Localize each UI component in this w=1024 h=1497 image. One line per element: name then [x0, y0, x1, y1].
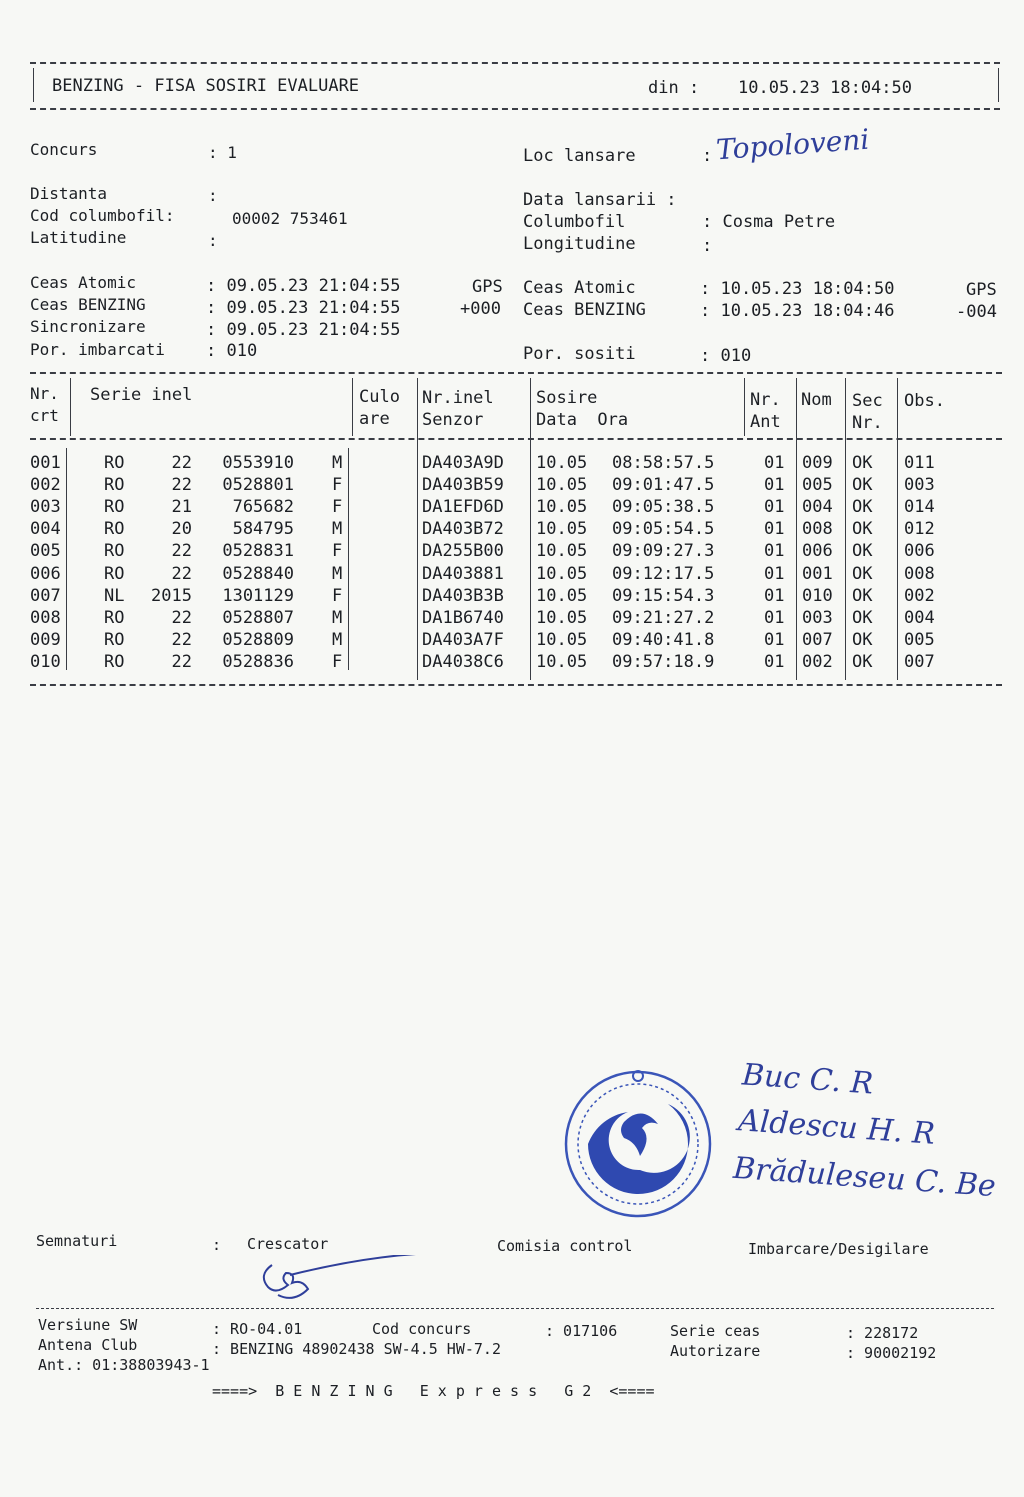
th-sec-1: Sec: [852, 391, 883, 411]
cell-date: 10.05: [536, 475, 588, 496]
cell-nom: 010: [802, 585, 833, 606]
table-row: [0, 540, 1000, 562]
cell-time: 09:09:27.3: [612, 541, 715, 562]
col-divider-sosire: [744, 378, 745, 436]
clock-right-label-0: Ceas Atomic: [523, 278, 636, 298]
cell-country: RO: [104, 475, 125, 496]
table-row: [0, 629, 1000, 651]
cell-date: 10.05: [536, 497, 588, 518]
cell-sex: F: [332, 475, 343, 496]
th-ant-2: Ant: [750, 412, 781, 432]
table-top-rule: [30, 372, 1002, 374]
serie-ceas-value: : 228172: [846, 1324, 919, 1342]
table-row: [0, 585, 1000, 607]
cell-sex: F: [332, 585, 343, 606]
table-row: [0, 496, 1000, 518]
distanta-sep: :: [208, 186, 218, 205]
cell-time: 08:58:57.5: [612, 453, 715, 473]
cell-country: RO: [104, 607, 125, 628]
cell-country: RO: [104, 453, 125, 473]
cell-country: RO: [104, 519, 125, 540]
cell-year: 2015: [151, 585, 192, 606]
cell-ant: 01: [764, 629, 785, 650]
clock-right-suffix-1: -004: [956, 302, 997, 322]
signature-committee-1: Buc C. R: [740, 1057, 875, 1102]
serie-ceas-label: Serie ceas: [670, 1322, 761, 1340]
cell-ring: 0528801: [222, 475, 294, 496]
cell-ant: 01: [764, 475, 785, 496]
cell-sensor: DA403B72: [422, 519, 504, 540]
header-right-border: [998, 68, 999, 102]
cell-ring: 0553910: [222, 453, 294, 473]
cell-sec: OK: [852, 541, 873, 562]
th-inel-1: Nr.inel: [422, 388, 494, 408]
cell-sex: M: [332, 629, 343, 650]
cell-year: 22: [171, 563, 192, 584]
cell-obs: 011: [904, 453, 935, 473]
cell-sec: OK: [852, 607, 873, 628]
cell-time: 09:12:17.5: [612, 563, 715, 584]
cell-nr: 010: [30, 651, 61, 672]
semnaturi-label: Semnaturi: [36, 1232, 118, 1250]
cell-ant: 01: [764, 519, 785, 540]
cell-sensor: DA403881: [422, 563, 504, 584]
th-obs: Obs.: [904, 391, 945, 411]
comisia-label: Comisia control: [497, 1237, 633, 1255]
table-bottom-rule: [30, 684, 1002, 686]
columbofil-label: Columbofil: [523, 212, 626, 232]
concurs-label: Concurs: [30, 140, 98, 159]
cell-nom: 007: [802, 629, 833, 650]
cell-sensor: DA403A9D: [422, 453, 504, 473]
cell-sex: M: [332, 519, 343, 540]
cell-country: RO: [104, 541, 125, 562]
cell-ring: 584795: [232, 519, 294, 540]
cell-country: RO: [104, 497, 125, 518]
cell-sec: OK: [852, 519, 873, 540]
cell-year: 22: [171, 629, 192, 650]
cell-sensor: DA1EFD6D: [422, 497, 504, 518]
cell-sensor: DA403B59: [422, 475, 504, 496]
cell-nr: 007: [30, 585, 61, 606]
cell-obs: 014: [904, 497, 935, 518]
cell-country: RO: [104, 629, 125, 650]
cell-time: 09:15:54.3: [612, 585, 715, 606]
longitudine-label: Longitudine: [523, 234, 636, 254]
clock-left-value-0: : 09.05.23 21:04:55: [206, 276, 401, 296]
table-row: [0, 651, 1000, 673]
cell-obs: 012: [904, 519, 935, 540]
th-culo-1: Culo: [359, 387, 400, 407]
cell-time: 09:01:47.5: [612, 475, 715, 496]
table-header-bottom-rule: [30, 438, 1002, 440]
cell-ring: 0528836: [222, 651, 294, 672]
cell-nr: 004: [30, 519, 61, 540]
cell-sec: OK: [852, 629, 873, 650]
brand-line: ====> B E N Z I N G E x p r e s s G 2 <====: [212, 1382, 655, 1400]
clock-right-value-1: : 10.05.23 18:04:46: [700, 301, 895, 321]
cell-sensor: DA403B3B: [422, 585, 504, 606]
th-sosire-1: Sosire: [536, 388, 598, 408]
cell-time: 09:21:27.2: [612, 607, 715, 628]
cell-sec: OK: [852, 585, 873, 606]
footer-rule: [36, 1308, 994, 1309]
clock-left-label-2: Sincronizare: [30, 317, 146, 336]
cod-concurs-label: Cod concurs: [372, 1320, 472, 1338]
clock-left-label-0: Ceas Atomic: [30, 273, 136, 292]
table-row: [0, 563, 1000, 585]
data-lansarii-label: Data lansarii :: [523, 190, 677, 210]
loc-lansare-label: Loc lansare: [523, 146, 636, 166]
cell-sec: OK: [852, 453, 873, 473]
cell-ring: 1301129: [222, 585, 294, 606]
cell-obs: 004: [904, 607, 935, 628]
cod-columbofil-label: Cod columbofil:: [30, 206, 175, 225]
cell-sex: F: [332, 651, 343, 672]
cell-year: 22: [171, 541, 192, 562]
pigeon-club-stamp-icon: [558, 1062, 718, 1222]
semnaturi-sep: :: [212, 1236, 222, 1254]
cell-nom: 001: [802, 563, 833, 584]
cell-nom: 008: [802, 519, 833, 540]
cell-time: 09:05:38.5: [612, 497, 715, 518]
th-ant-1: Nr.: [750, 390, 781, 410]
table-row: [0, 474, 1000, 496]
cell-country: NL: [104, 585, 125, 606]
clock-left-suffix-0: GPS: [472, 277, 503, 297]
latitudine-label: Latitudine: [30, 228, 127, 247]
header-left-border: [33, 68, 34, 102]
cell-nr: 001: [30, 453, 61, 473]
distanta-label: Distanta: [30, 184, 108, 203]
cell-nom: 005: [802, 475, 833, 496]
signature-committee-3: Brăduleseu C. Be: [732, 1150, 997, 1205]
cell-year: 22: [171, 475, 192, 496]
cell-date: 10.05: [536, 651, 588, 672]
cell-nom: 003: [802, 607, 833, 628]
signature-committee-2: Aldescu H. R: [737, 1103, 937, 1152]
cell-nr: 006: [30, 563, 61, 584]
th-nr-1: Nr.: [30, 384, 59, 403]
cell-nr: 002: [30, 475, 61, 496]
cell-nr: 005: [30, 541, 61, 562]
clock-left-value-2: : 09.05.23 21:04:55: [206, 320, 401, 340]
columbofil-value: : Cosma Petre: [702, 212, 836, 232]
longitudine-sep: :: [702, 236, 713, 256]
cell-country: RO: [104, 651, 125, 672]
cell-year: 21: [171, 497, 192, 518]
cell-time: 09:57:18.9: [612, 651, 715, 672]
versiune-label: Versiune SW: [38, 1316, 138, 1334]
loc-lansare-sep: :: [702, 146, 713, 166]
th-culo-2: are: [359, 409, 390, 429]
table-row: [0, 607, 1000, 629]
cell-obs: 005: [904, 629, 935, 650]
cell-sex: F: [332, 541, 343, 562]
clock-right-label-1: Ceas BENZING: [523, 300, 646, 320]
breeder-signature-icon: [250, 1255, 440, 1305]
clock-left-label-1: Ceas BENZING: [30, 295, 146, 314]
cell-ring: 765682: [232, 497, 294, 518]
cell-sec: OK: [852, 497, 873, 518]
cell-sensor: DA4038C6: [422, 651, 504, 672]
cell-ant: 01: [764, 497, 785, 518]
cell-ring: 0528840: [222, 563, 294, 584]
cell-date: 10.05: [536, 585, 588, 606]
cell-date: 10.05: [536, 629, 588, 650]
clock-right-value-0: : 10.05.23 18:04:50: [700, 279, 895, 299]
header-top-rule: [30, 62, 1000, 64]
antena-label: Antena Club: [38, 1336, 138, 1354]
cell-sensor: DA403A7F: [422, 629, 504, 650]
cell-year: 20: [171, 519, 192, 540]
loc-lansare-handwritten: Topoloveni: [715, 122, 871, 167]
cell-nr: 003: [30, 497, 61, 518]
th-nom: Nom: [801, 390, 832, 410]
cell-date: 10.05: [536, 563, 588, 584]
cell-nr: 008: [30, 607, 61, 628]
cell-ant: 01: [764, 563, 785, 584]
cell-year: 22: [171, 453, 192, 473]
cell-ring: 0528809: [222, 629, 294, 650]
cell-sec: OK: [852, 475, 873, 496]
latitudine-sep: :: [208, 231, 218, 250]
cell-obs: 008: [904, 563, 935, 584]
cell-sex: M: [332, 563, 343, 584]
header-title: BENZING - FISA SOSIRI EVALUARE: [52, 76, 360, 96]
col-divider-serie: [352, 378, 353, 436]
cell-date: 10.05: [536, 607, 588, 628]
cell-obs: 003: [904, 475, 935, 496]
antena-value: : BENZING 48902438 SW-4.5 HW-7.2: [212, 1340, 501, 1358]
cell-ant: 01: [764, 607, 785, 628]
cell-nom: 006: [802, 541, 833, 562]
cell-time: 09:40:41.8: [612, 629, 715, 650]
cell-ant: 01: [764, 453, 785, 473]
cell-year: 22: [171, 651, 192, 672]
autorizare-label: Autorizare: [670, 1342, 761, 1360]
clock-right-label-2: Por. sositi: [523, 344, 636, 364]
header-din-value: 10.05.23 18:04:50: [738, 78, 912, 98]
cod-columbofil-value: 00002 753461: [232, 209, 348, 228]
clock-left-label-3: Por. imbarcati: [30, 340, 165, 359]
clock-left-value-1: : 09.05.23 21:04:55: [206, 298, 401, 318]
cell-date: 10.05: [536, 453, 588, 473]
cell-ring: 0528831: [222, 541, 294, 562]
concurs-value: : 1: [208, 143, 237, 162]
imbarcare-label: Imbarcare/Desigilare: [748, 1240, 929, 1258]
cell-sensor: DA1B6740: [422, 607, 504, 628]
cell-sex: M: [332, 453, 343, 473]
crescator-label: Crescator: [247, 1235, 329, 1253]
th-nr-2: crt: [30, 406, 59, 425]
header-din-label: din :: [648, 78, 700, 98]
cell-sec: OK: [852, 651, 873, 672]
table-row: [0, 452, 1000, 474]
cell-obs: 007: [904, 651, 935, 672]
cell-sec: OK: [852, 563, 873, 584]
cell-time: 09:05:54.5: [612, 519, 715, 540]
cell-nr: 009: [30, 629, 61, 650]
versiune-value: : RO-04.01: [212, 1320, 303, 1338]
cell-sex: M: [332, 607, 343, 628]
th-sosire-2: Data Ora: [536, 410, 629, 430]
autorizare-value: : 90002192: [846, 1344, 937, 1362]
cell-country: RO: [104, 563, 125, 584]
th-sec-2: Nr.: [852, 413, 883, 433]
cell-ant: 01: [764, 585, 785, 606]
cell-ring: 0528807: [222, 607, 294, 628]
clock-right-suffix-0: GPS: [966, 280, 997, 300]
th-inel-2: Senzor: [422, 410, 484, 430]
ant-line: Ant.: 01:38803943-1: [38, 1356, 210, 1374]
cell-nom: 002: [802, 651, 833, 672]
table-row: [0, 518, 1000, 540]
cell-ant: 01: [764, 541, 785, 562]
clock-left-value-3: : 010: [206, 341, 258, 361]
cell-obs: 006: [904, 541, 935, 562]
cell-date: 10.05: [536, 519, 588, 540]
cell-nom: 009: [802, 453, 833, 473]
th-serie: Serie inel: [90, 385, 193, 405]
cell-ant: 01: [764, 651, 785, 672]
cod-concurs-value: : 017106: [545, 1322, 618, 1340]
cell-obs: 002: [904, 585, 935, 606]
header-bottom-rule: [30, 108, 1000, 110]
clock-right-value-2: : 010: [700, 346, 752, 366]
cell-sensor: DA255B00: [422, 541, 504, 562]
clock-left-suffix-1: +000: [460, 299, 501, 319]
cell-sex: F: [332, 497, 343, 518]
col-divider-nr: [70, 378, 71, 436]
cell-year: 22: [171, 607, 192, 628]
cell-nom: 004: [802, 497, 833, 518]
cell-date: 10.05: [536, 541, 588, 562]
